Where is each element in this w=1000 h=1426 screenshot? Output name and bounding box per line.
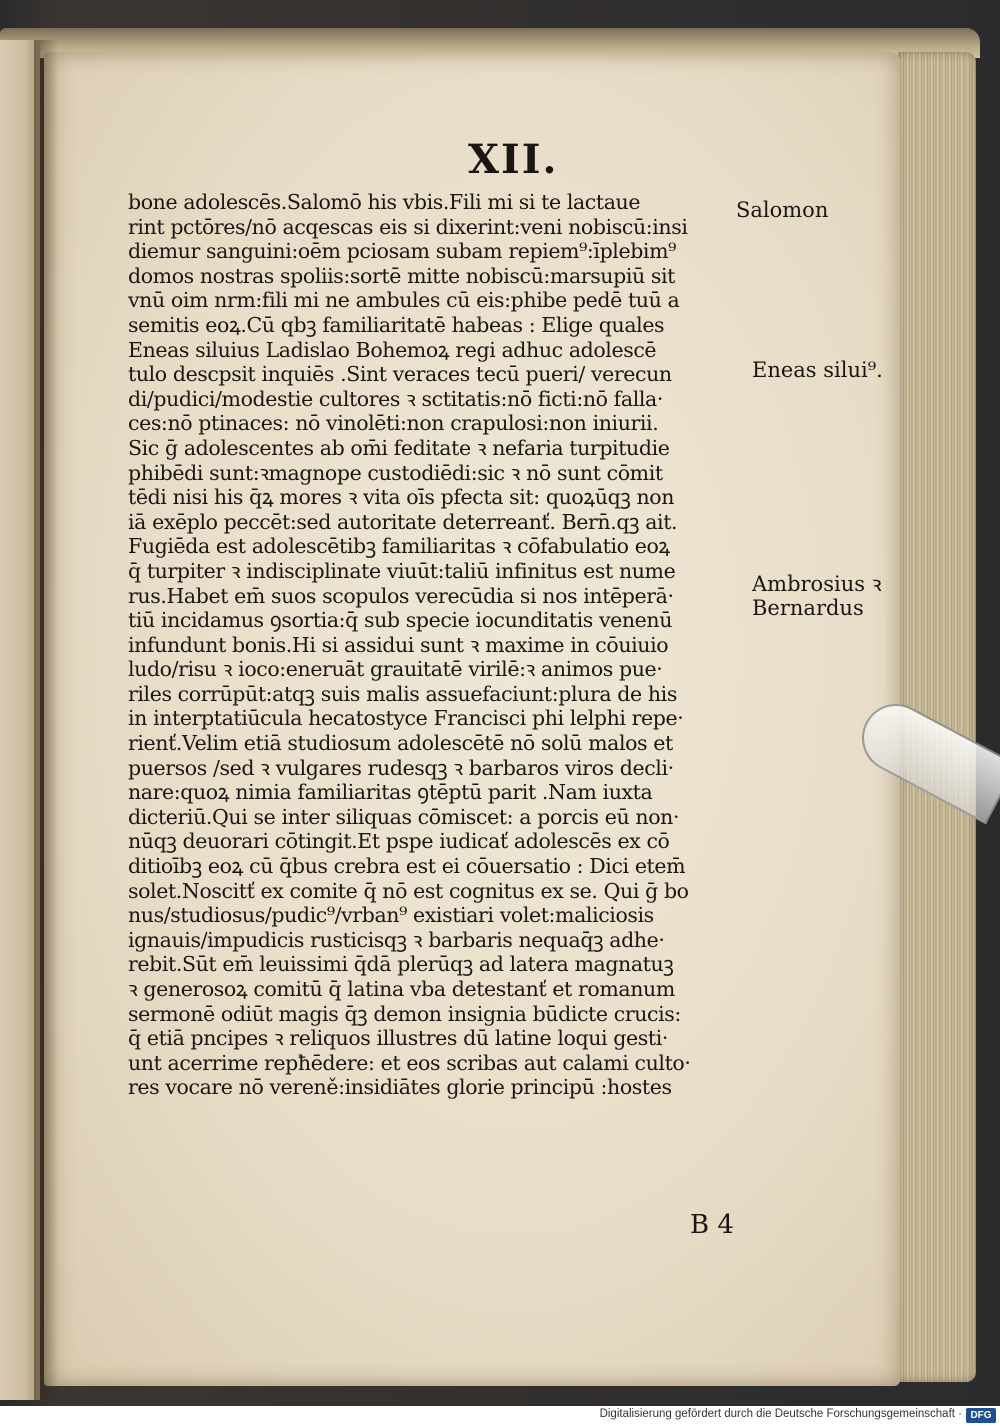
text-line: nare:quoꝝ nimia familiaritas ꝯtēptū parit .Nam iuxta: [128, 780, 653, 805]
text-line: di/pudici/modestie cultores ꝛ sctitatis:nō ficti:nō falla·: [128, 386, 663, 411]
text-line: ludo/risu ꝛ ioco:eneruāt grauitatē virilē:ꝛ animos pue·: [128, 657, 663, 682]
text-line: phibēdi sunt:ꝛmagnope custodiēdi:sic ꝛ nō sunt cōmit: [128, 460, 663, 485]
text-line: q̄ etiā pncipes ꝛ reliquos illustres dū latine loqui gesti·: [128, 1026, 668, 1051]
text-line: rint pctōres/nō acqescas eis si dixerint:veni nobiscū:insi: [128, 214, 688, 239]
text-line: ces:nō ptinaces: nō vinolēti:non crapulosi:non iniurii.: [128, 411, 659, 436]
margin-note-eneas: Eneas silui⁹.: [752, 358, 883, 382]
text-line: diemur sanguini:oēm pciosam subam repiem⁹:īplebim⁹: [128, 239, 676, 264]
text-line: res vocare nō vereně:insidiātes glorie principū :hostes: [128, 1075, 672, 1100]
text-line: rienť.Velim etiā studiosum adolescētē nō solū malos et: [128, 731, 673, 756]
text-line: puersos /sed ꝛ vulgares rudesqꝫ ꝛ barbaros viros decli·: [128, 755, 674, 780]
text-line: sermonē odiūt magis q̄ꝫ demon insignia būdicte crucis:: [128, 1001, 681, 1026]
text-line: Eneas siluius Ladislao Bohemoꝝ regi adhuc adolescē: [128, 337, 657, 362]
signature-mark: B 4: [690, 1210, 734, 1240]
text-line: vnū oim nrm:fili mi ne ambules cū eis:phibe pedē tuū a: [128, 288, 680, 313]
text-line: tēdi nisi his q̄ꝝ mores ꝛ vita oīs pfecta sit: quoꝝūqꝫ non: [128, 485, 675, 510]
text-line: q̄ turpiter ꝛ indisciplinate viuūt:taliū infinitus est nume: [128, 558, 676, 583]
text-line: tulo descpsit inquiēs .Sint veraces tecū pueri/ verecun: [128, 362, 672, 387]
text-line: ditioībꝫ eoꝝ cū q̄bus crebra est ei cōuersatio : Dici etem̄: [128, 854, 686, 879]
folio-number: XII.: [468, 136, 559, 183]
body-text: [128, 190, 768, 1100]
text-line: dicteriū.Qui se inter siliquas cōmiscet: a porcis eū non·: [128, 804, 680, 829]
text-line: infundunt bonis.Hi si assidui sunt ꝛ maxime in cōuiuio: [128, 632, 669, 657]
dfg-logo-icon: DFG: [966, 1408, 996, 1423]
text-line: nus/studiosus/pudic⁹/vrban⁹ existiari volet:maliciosis: [128, 903, 654, 928]
text-line: iā exēplo peccēt:sed autoritate deterreanť. Bern̄.qꝫ ait.: [128, 509, 678, 534]
text-line: domos nostras spoliis:sortē mitte nobiscū:marsupiū sit: [128, 263, 676, 288]
spine-shadow: [34, 40, 58, 1400]
text-line: tiū incidamus ꝯsortia:q̄ sub specie iocunditatis venenū: [128, 608, 673, 633]
margin-note-ambrosius: Ambrosius ꝛ: [752, 572, 882, 596]
text-line: nūqꝫ deuorari cōtingit.Et pspe iudicať adolescēs ex cō: [128, 829, 670, 854]
text-line: solet.Noscitť ex comite q̄ nō est cognitus ex se. Qui ḡ bo: [128, 878, 689, 903]
text-line: in interptatiūcula hecatostyce Francisci phi lelphi repe·: [128, 706, 684, 731]
footer-credit: Digitalisierung gefördert durch die Deutsche Forschungsgemeinschaft ·: [599, 1408, 962, 1420]
text-line: Sic ḡ adolescentes ab om̄i feditate ꝛ nefaria turpitudie: [128, 435, 670, 460]
text-line: ꝛ generosoꝝ comitū q̄ latina vba detestanť et romanum: [128, 977, 675, 1001]
text-line: semitis eoꝝ.Cū qbꝫ familiaritatē habeas : Elige quales: [128, 312, 665, 337]
text-line: rus.Habet em̄ suos scopulos verecūdia si nos intēperā·: [128, 583, 674, 608]
margin-note-salomon: Salomon: [736, 198, 829, 222]
text-line: rebit.Sūt em̄ leuissimi q̄dā plerūqꝫ ad latera magnatuꝫ: [128, 952, 674, 977]
text-line: riles corrūpūt:atqꝫ suis malis assuefaciunt:plura de his: [128, 681, 677, 706]
text-line: unt acerrime repħēdere: et eos scribas aut calami culto·: [128, 1050, 691, 1075]
margin-note-bernardus: Bernardus: [752, 596, 864, 620]
text-line: Fugiēda est adolescētibꝫ familiaritas ꝛ cōfabulatio eoꝝ: [128, 534, 670, 559]
text-line: bone adolescēs.Salomō his vbis.Fili mi si te lactaue: [128, 190, 641, 214]
text-line: ignauis/impudicis rusticisqꝫ ꝛ barbaris nequaq̄ꝫ adhe·: [128, 927, 665, 952]
